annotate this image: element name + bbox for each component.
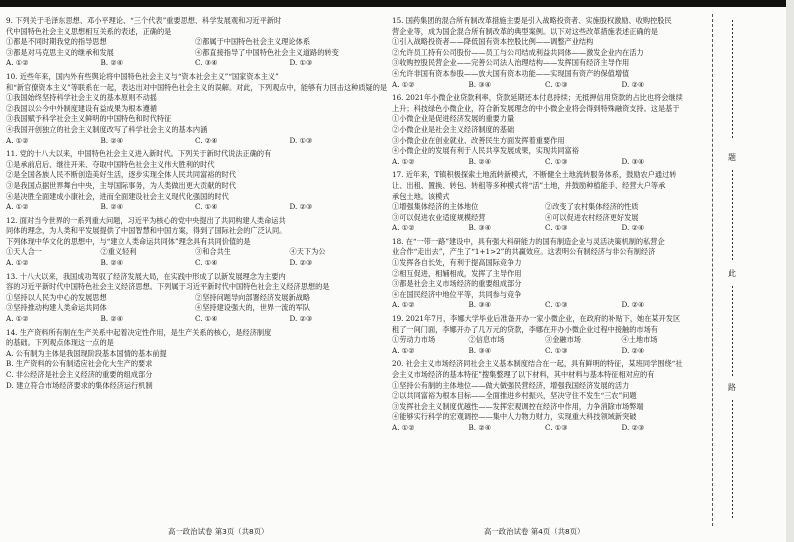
option-a: A. ①②	[6, 202, 29, 212]
statement-1: ①是承前启后、继往开来、夺取中国特色社会主义伟大胜利的时代	[6, 159, 215, 169]
option-a: A. ①②	[392, 422, 415, 432]
statement-1: ①坚持以人民为中心的发展思想	[6, 292, 107, 302]
statement-2: ②小微企业是社会主义经济制度的基础	[392, 124, 515, 134]
page-footer-left: 高一政治试卷 第3页（共8页）	[168, 527, 269, 536]
question-stem: 租了一间门面，李娜开办了几万元的贷款，李娜在开办小微企业过程中接触的市场有	[392, 324, 658, 334]
question-12	[6, 216, 384, 269]
option-b: B. ②④	[468, 156, 492, 166]
statement-4: ④土地市场	[621, 335, 658, 345]
question-10	[6, 71, 388, 146]
option-a: A. ①②	[392, 79, 415, 89]
statement-2: ②坚持问题导向部署经济发展新战略	[195, 292, 311, 302]
option-c: C. ②④	[195, 135, 218, 145]
left-page	[6, 16, 388, 394]
option-d: D. ②③	[289, 202, 313, 212]
statement-3: ③都是对马克思主义的继承和发展	[6, 47, 114, 57]
option-b: B. ③④	[468, 223, 492, 233]
statement-3: ③我国赋予科学社会主义鲜明的中国特色和时代特征	[6, 114, 172, 124]
option-a: A. ①②	[6, 258, 29, 268]
option-b: B. ②④	[100, 135, 124, 145]
option-d: D. ②④	[621, 79, 645, 89]
option-d: D. ①③	[289, 135, 313, 145]
option-a: A. ①②	[6, 58, 29, 68]
option-d: D. ②③	[289, 314, 313, 324]
side-dash	[732, 170, 733, 260]
question-stem: 会主义市场经济的基本特征”搜集整理了以下材料，其中材料与基本特征相对应的有	[392, 370, 655, 379]
statement-2: ②是全国各族人民不断创造美好生活，逐步实现全体人民共同富裕的时代	[6, 170, 237, 180]
option-b: B. ②④	[100, 258, 124, 268]
option-c: C. ①④	[195, 202, 218, 212]
option-a: A. ①②	[6, 314, 29, 324]
question-stem: 20. 社会主义市场经济同社会主义基本制度结合在一起，具有鲜明的特征，某班同学围绕“社	[392, 359, 683, 369]
statement-3: ③金融市场	[545, 335, 581, 345]
question-stem: 19. 2021年7月，李娜大学毕业后准备开办一家小微企业，在政府的补贴下，她在某开发区	[392, 314, 681, 324]
statement-1: ①引入战略投资者——降低国有资本控股比例——调整产业结构	[392, 37, 594, 47]
question-stem: 业合作“走出去”，产生了“1+1>2”的共赢效应。这表明公有制经济与非公有制经济	[392, 247, 656, 257]
statement-3: ③发挥社会主义制度优越性——发挥宏观调控在经济中作用，力争消除市场弊端	[392, 401, 644, 411]
statement-4: ④坚持建设强大的，世界一流的军队	[195, 303, 311, 313]
question-stem: 11. 党的十八大以来，中国特色社会主义进入新时代。下列关于新时代说法正确的有	[6, 149, 272, 159]
question-19	[392, 314, 698, 356]
option-d: D. ②③	[289, 258, 313, 268]
question-9	[6, 16, 384, 69]
option-b: B. ③④	[468, 79, 492, 89]
question-16	[392, 93, 698, 167]
question-stem: 营企业等，成为国企混合所有制改革的典型案例。以下对这些改革措施表述正确的是	[392, 26, 658, 36]
option-b: B. ③④	[468, 300, 492, 310]
statement-4: ④可以促进农村经济更好发展	[545, 212, 639, 222]
option-c: C. ③④	[195, 58, 218, 68]
statement-2: ②允许员工持有公司股份——员工与公司结成利益共同体——激发企业内在活力	[392, 47, 644, 57]
option-b: B. ②④	[468, 422, 492, 432]
statement-2: ②都属于中国特色社会主义理论体系	[195, 37, 311, 47]
statement-3: ③小微企业在创业就业、改善民生方面发挥着重要作用	[392, 135, 565, 145]
statement-4: ④允许非国有资本参股——放大国有资本功能——实现国有资产的保值增值	[392, 68, 630, 78]
side-dash	[732, 286, 733, 376]
option-d: D. ②④	[621, 300, 645, 310]
question-stem: 9. 下列关于毛泽东思想、邓小平理论、“三个代表”重要思想、科学发展观和习近平新时	[6, 16, 282, 25]
option-b: B. ③④	[468, 345, 492, 355]
option-d: D. ①③	[289, 58, 313, 68]
statement-4: ④我国开创独立的社会主义制度改写了科学社会主义的基本内涵	[6, 124, 208, 134]
option-c: C. ①③	[545, 223, 568, 233]
page-footer-right: 高一政治试卷 第4页（共8页）	[484, 527, 585, 536]
question-stem: 17. 近年来，T镇积极探索土地流转新模式，不断健全土地流转服务体系，鼓励农户通过转	[392, 170, 677, 180]
option-b: B. ②④	[100, 202, 124, 212]
option-a: A. ①②	[392, 223, 415, 233]
option-c: C. ①③	[545, 300, 568, 310]
option-c: C. ①③	[545, 79, 568, 89]
statement-3: ③是我国点据世界舞台中央，主导国际事务，为人类做出更大贡献的时代	[6, 180, 237, 190]
question-stem: 15. 国药集团的混合所有制改革措施主要是引入战略投资者、实施股权激励、收购控股民	[392, 16, 672, 25]
statement-2: ②信息市场	[468, 335, 505, 345]
option-c: C. ①③	[545, 422, 568, 432]
question-stem: 承包土地。该模式	[392, 191, 450, 201]
option-d: D. ②④	[621, 223, 645, 233]
question-stem: 10. 近些年来，国内外有些舆论将中国特色社会主义与“资本社会主义”“国家资本主义”	[6, 71, 279, 81]
question-stem: 16. 2021年小微企业贷款利率，贷款延期还本付息持续；无抵押信用贷款的占比也将会继续	[392, 93, 683, 103]
question-stem: 同体的理念，为人类和平发展提供了中国智慧和中国方案，得到了国际社会的广泛认同。	[6, 226, 287, 236]
option-a: A. ①②	[392, 156, 415, 166]
option-d: D. ②③	[621, 422, 645, 432]
option-c: C. ①④	[195, 314, 218, 324]
option-a: A. 公有制为主体是我国现阶段基本国情的基本前提	[6, 348, 167, 358]
option-b: B. 生产资料的公有制适应社会化大生产的要求	[6, 359, 153, 369]
question-stem: 让、出租、置换、转包、转租等多种模式将“活”土地，并鼓励种植能手、经营大户等承	[392, 180, 666, 190]
statement-3: ③都是社会主义市场经济的重要组成部分	[392, 279, 522, 289]
statement-4: ④都直接指导了中国特色社会主义道路的转变	[195, 47, 339, 57]
statement-1: ①小微企业是促进经济发展的重要力量	[392, 114, 515, 124]
statement-2: ②重义轻利	[100, 247, 137, 257]
side-label: 题	[728, 153, 736, 162]
scan-top-border	[0, 0, 794, 7]
question-stem: 和“新官僚资本主义”等联系在一起，表达出对中国特色社会主义的误解。对此，下列观点中，能够有力回击这种质疑的是	[6, 82, 388, 92]
option-d: D. 建立符合市场经济要求的集体经济运行机制	[6, 380, 153, 390]
statement-3: ③坚持推动构建人类命运共同体	[6, 303, 107, 313]
statement-1: ①我国始终坚持科学社会主义的基本原则不动摇	[6, 93, 157, 103]
question-stem: 下列体现中华文化的思想中，与“建立人类命运共同体”理念具有共同价值的是	[6, 236, 251, 246]
option-d: D. ②④	[621, 345, 645, 355]
option-c: C. 非公经济是社会主义经济的重要的组成部分	[6, 370, 153, 379]
question-13	[6, 272, 384, 325]
question-stem: 12. 面对当今世界的一系列重大问题，习近平为核心的党中央提出了共同构建人类命运共	[6, 215, 286, 225]
question-stem: 13. 十八大以来，我国成功驾驭了经济发展大局，在实践中形成了以新发展理念为主要内	[6, 271, 286, 281]
question-stem: 代中国特色社会主义思想相互关系的表述，正确的是	[6, 26, 172, 36]
side-label: 此	[728, 269, 736, 278]
option-c: C. ①③	[545, 156, 568, 166]
statement-4: ④能够实行科学的宏观调控——集中人力物力财力，实现重大科技领域新突破	[392, 412, 637, 422]
option-a: A. ①②	[6, 135, 29, 145]
statement-3: ③收购控股民营企业——完善公司法人治理结构——发挥国有经济主导作用	[392, 58, 630, 68]
option-c: C. ①③	[545, 345, 568, 355]
question-stem: 的基础。下列观点体现这一点的是	[6, 338, 114, 348]
statement-1: ①发挥各自长处，有利于提高国际竞争力	[392, 258, 522, 268]
question-17	[392, 170, 698, 234]
statement-4: ④是决胜全面建成小康社会，进而全面建设社会主义现代化强国的时代	[6, 191, 229, 201]
question-stem: 18. 在“一带一路”建设中，具有强大科研能力的国有制造企业与灵活决策机制的私营企	[392, 236, 665, 246]
side-dash	[732, 20, 733, 140]
binding-line	[712, 14, 713, 526]
option-a: A. ①②	[392, 345, 415, 355]
statement-1: ①坚持公有制的主体地位——做大做强民营经济，增强我国经济发展的活力	[392, 380, 630, 390]
question-11	[6, 149, 384, 213]
statement-1: ①劳动力市场	[392, 335, 436, 345]
statement-4: ④在国民经济中地位平等，共同参与竞争	[392, 289, 522, 299]
option-c: C. ①④	[195, 258, 218, 268]
statement-2: ②相互促进，相辅相成，发挥了主导作用	[392, 268, 522, 278]
statement-3: ③可以促进农业适度规模经营	[392, 212, 486, 222]
statement-1: ①都是不同时期我党的指导思想	[6, 37, 107, 47]
question-18	[392, 237, 698, 311]
question-stem: 容的习近平新时代中国特色社会主义经济思想。下列属于习近平新时代中国特色社会主义经济思想的是	[6, 282, 330, 292]
option-b: B. ②④	[100, 314, 124, 324]
statement-2: ②以共同富裕为根本目标——全面推进乡村振兴，坚决守住不发生“三农”问题	[392, 391, 637, 401]
question-20	[392, 359, 698, 433]
statement-1: ①天人合一	[6, 247, 42, 257]
statement-2: ②改变了农村集体经济的性质	[545, 202, 639, 212]
option-a: A. ①②	[392, 300, 415, 310]
statement-1: ①增强集体经济的主体地位	[392, 202, 479, 212]
statement-2: ②我国以公今中外制度建设有益成果为根本遵循	[6, 103, 157, 113]
scan-edge	[786, 0, 794, 542]
statement-3: ③和合共生	[195, 247, 231, 257]
question-stem: 14. 生产资料所有制在生产关系中起着决定性作用，是生产关系的核心，是经济制度	[6, 327, 272, 337]
question-14	[6, 328, 384, 392]
question-stem: 上升；科技绿色小微企业，符合新发展理念的中小微企业将会得到特殊融资支持。这是基于	[392, 103, 680, 113]
statement-4: ④天下为公	[289, 247, 326, 257]
side-label: 路	[728, 383, 736, 392]
right-page	[392, 16, 698, 437]
option-d: D. ③④	[621, 156, 645, 166]
option-b: B. ②④	[100, 58, 124, 68]
side-dash	[732, 400, 733, 520]
question-15	[392, 16, 698, 90]
statement-4: ④小微企业的发展有利于人民共享发展成果，实现共同富裕	[392, 146, 579, 156]
